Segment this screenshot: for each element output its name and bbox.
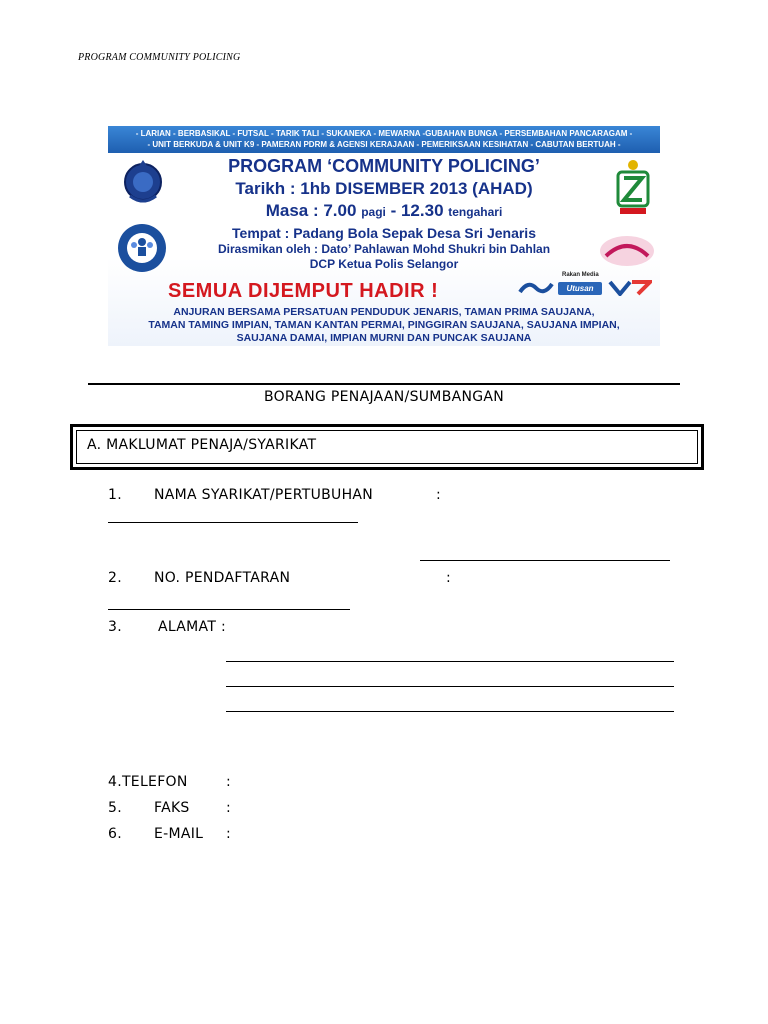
organizer-line-3: SAUJANA DAMAI, IMPIAN MURNI DAN PUNCAK SAUJANA — [236, 332, 532, 344]
activities-line-1: - LARIAN - BERBASIKAL - FUTSAL - TARIK TALI - SUKANEKA - MEWARNA -GUBAHAN BUNGA - PERSEMBAHAN PANCARAGAM - — [135, 129, 633, 138]
utusan-logo: Utusan — [558, 282, 602, 295]
field-4-label: 4.TELEFON — [108, 774, 188, 790]
field-3-number: 3. — [108, 619, 122, 635]
field-4-colon: : — [226, 774, 232, 790]
banner-invitation: SEMUA DIJEMPUT HADIR ! — [168, 280, 439, 302]
tv3-logo-icon — [608, 280, 652, 296]
form-title: BORANG PENAJAAN/SUMBANGAN — [263, 389, 505, 405]
field-2-label: NO. PENDAFTARAN — [154, 570, 291, 586]
address-line-3[interactable] — [226, 711, 674, 712]
time-end: - 12.30 — [390, 201, 444, 220]
field-5-colon: : — [226, 800, 232, 816]
rtm-logo-icon — [518, 280, 554, 296]
time-pagi: pagi — [361, 205, 386, 219]
field-5-label: FAKS — [154, 800, 190, 816]
field-6-colon: : — [226, 826, 232, 842]
banner-place: Tempat : Padang Bola Sepak Desa Sri Jenaris — [232, 225, 536, 241]
activities-strip — [108, 126, 660, 153]
banner-officiant-title: DCP Ketua Polis Selangor — [309, 257, 459, 271]
registration-no-line-2[interactable] — [108, 609, 350, 610]
banner-time — [108, 201, 660, 221]
address-line-1[interactable] — [226, 661, 674, 662]
section-a-box — [70, 424, 704, 470]
time-tengahari: tengahari — [448, 205, 503, 219]
event-banner — [108, 126, 660, 346]
organizer-line-2: TAMAN TAMING IMPIAN, TAMAN KANTAN PERMAI, PINGGIRAN SAUJANA, SAUJANA IMPIAN, — [148, 319, 620, 331]
banner-title: PROGRAM ‘COMMUNITY POLICING’ — [228, 156, 540, 176]
time-start: Masa : 7.00 — [265, 201, 357, 220]
field-6-label: E-MAIL — [154, 826, 204, 842]
media-partner-label: Rakan Media — [562, 272, 599, 278]
registration-no-line[interactable] — [420, 560, 670, 561]
divider-rule — [88, 383, 680, 385]
banner-officiated-by: Dirasmikan oleh : Dato’ Pahlawan Mohd Shukri bin Dahlan — [217, 242, 551, 256]
company-name-line[interactable] — [108, 522, 358, 523]
field-1-label: NAMA SYARIKAT/PERTUBUHAN — [154, 487, 374, 503]
field-5-number: 5. — [108, 800, 122, 816]
field-1-number: 1. — [108, 487, 122, 503]
field-6-number: 6. — [108, 826, 122, 842]
field-2-colon: : — [446, 570, 452, 586]
banner-date: Tarikh : 1hb DISEMBER 2013 (AHAD) — [235, 179, 533, 198]
activities-line-2: - UNIT BERKUDA & UNIT K9 - PAMERAN PDRM & AGENSI KERAJAAN - PEMERIKSAAN KESIHATAN - CABUTAN BERTUAH - — [147, 140, 621, 149]
field-1-colon: : — [436, 487, 442, 503]
section-a-heading: A. MAKLUMAT PENAJA/SYARIKAT — [87, 437, 317, 453]
address-line-2[interactable] — [226, 686, 674, 687]
field-3-label: ALAMAT : — [158, 619, 226, 635]
header-note: PROGRAM COMMUNITY POLICING — [78, 52, 241, 63]
field-2-number: 2. — [108, 570, 122, 586]
organizer-line-1: ANJURAN BERSAMA PERSATUAN PENDUDUK JENARIS, TAMAN PRIMA SAUJANA, — [173, 306, 595, 318]
